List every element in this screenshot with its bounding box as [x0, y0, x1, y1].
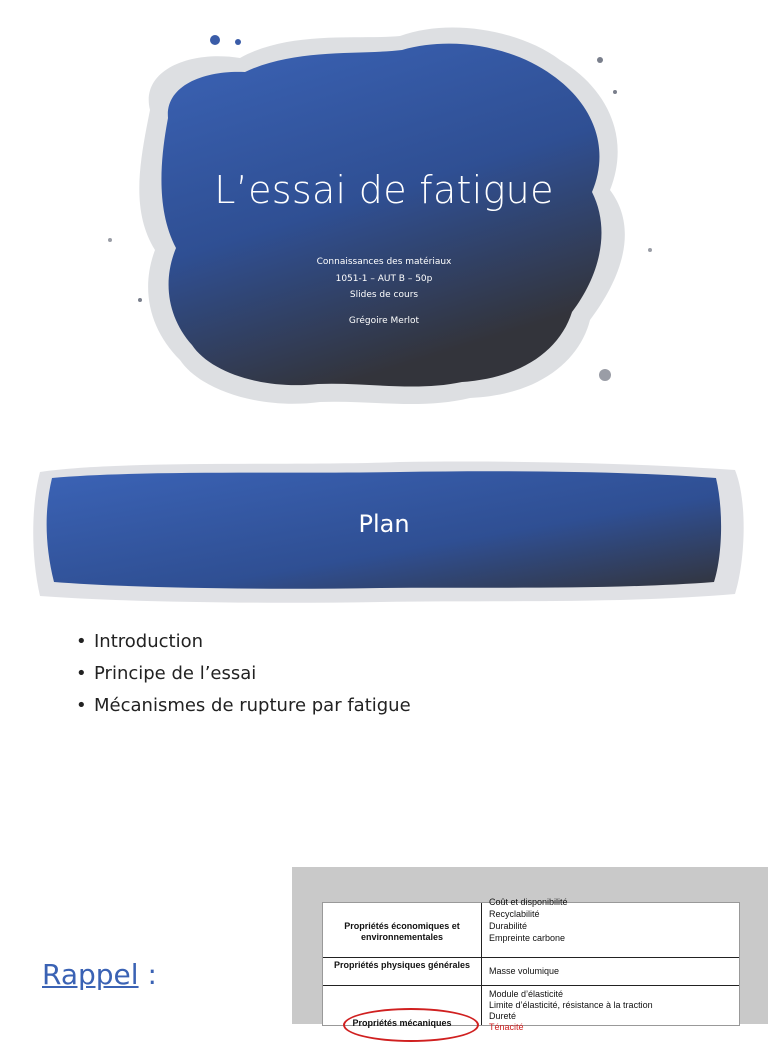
highlight-circle — [343, 1008, 479, 1042]
slide-title-text: Rappel — [42, 958, 139, 991]
course-type: Slides de cours — [349, 290, 419, 300]
slide-title: L’essai de fatigue — [214, 168, 554, 212]
table-item: Recyclabilité — [489, 909, 540, 919]
table-row — [323, 897, 739, 958]
table-item: Durabilité — [489, 921, 528, 931]
table-item: Module d’élasticité — [489, 989, 564, 999]
title-slide — [0, 0, 768, 432]
table-item: Limite d’élasticité, résistance à la traction — [489, 1000, 653, 1010]
course-code: 1051-1 – AUT B – 50p — [335, 274, 433, 284]
author-name: Grégoire Merlot — [348, 316, 420, 326]
table-item: Coût et disponibilité — [489, 897, 568, 907]
slide-title — [42, 958, 157, 991]
table-item: Masse volumique — [489, 966, 560, 976]
list-item-label: Principe de l’essai — [94, 663, 257, 684]
list-item-label: Mécanismes de rupture par fatigue — [94, 695, 411, 716]
rappel-slide — [0, 864, 768, 1032]
table-item: Dureté — [489, 1011, 517, 1021]
list-item: • Introduction — [76, 631, 204, 652]
list-item: • Mécanismes de rupture par fatigue — [76, 695, 411, 716]
table-category: Propriétés physiques générales — [333, 960, 471, 970]
table-category: Propriétés mécaniques — [352, 1018, 452, 1028]
table-item: Empreinte carbone — [489, 933, 566, 943]
slide-title-suffix: : — [138, 958, 157, 991]
slide-title: Plan — [358, 510, 410, 538]
table-item: Ténacité — [489, 1022, 524, 1032]
table-row — [323, 957, 739, 986]
course-name: Connaissances des matériaux — [316, 257, 452, 267]
table-category: Propriétés économiques et environnementales — [344, 921, 460, 942]
properties-table — [322, 897, 740, 1032]
plan-slide — [0, 432, 768, 864]
list-item-label: Introduction — [94, 631, 204, 652]
paint-splash-background — [0, 0, 768, 432]
plan-list — [76, 626, 411, 722]
list-item: • Principe de l’essai — [76, 663, 257, 684]
